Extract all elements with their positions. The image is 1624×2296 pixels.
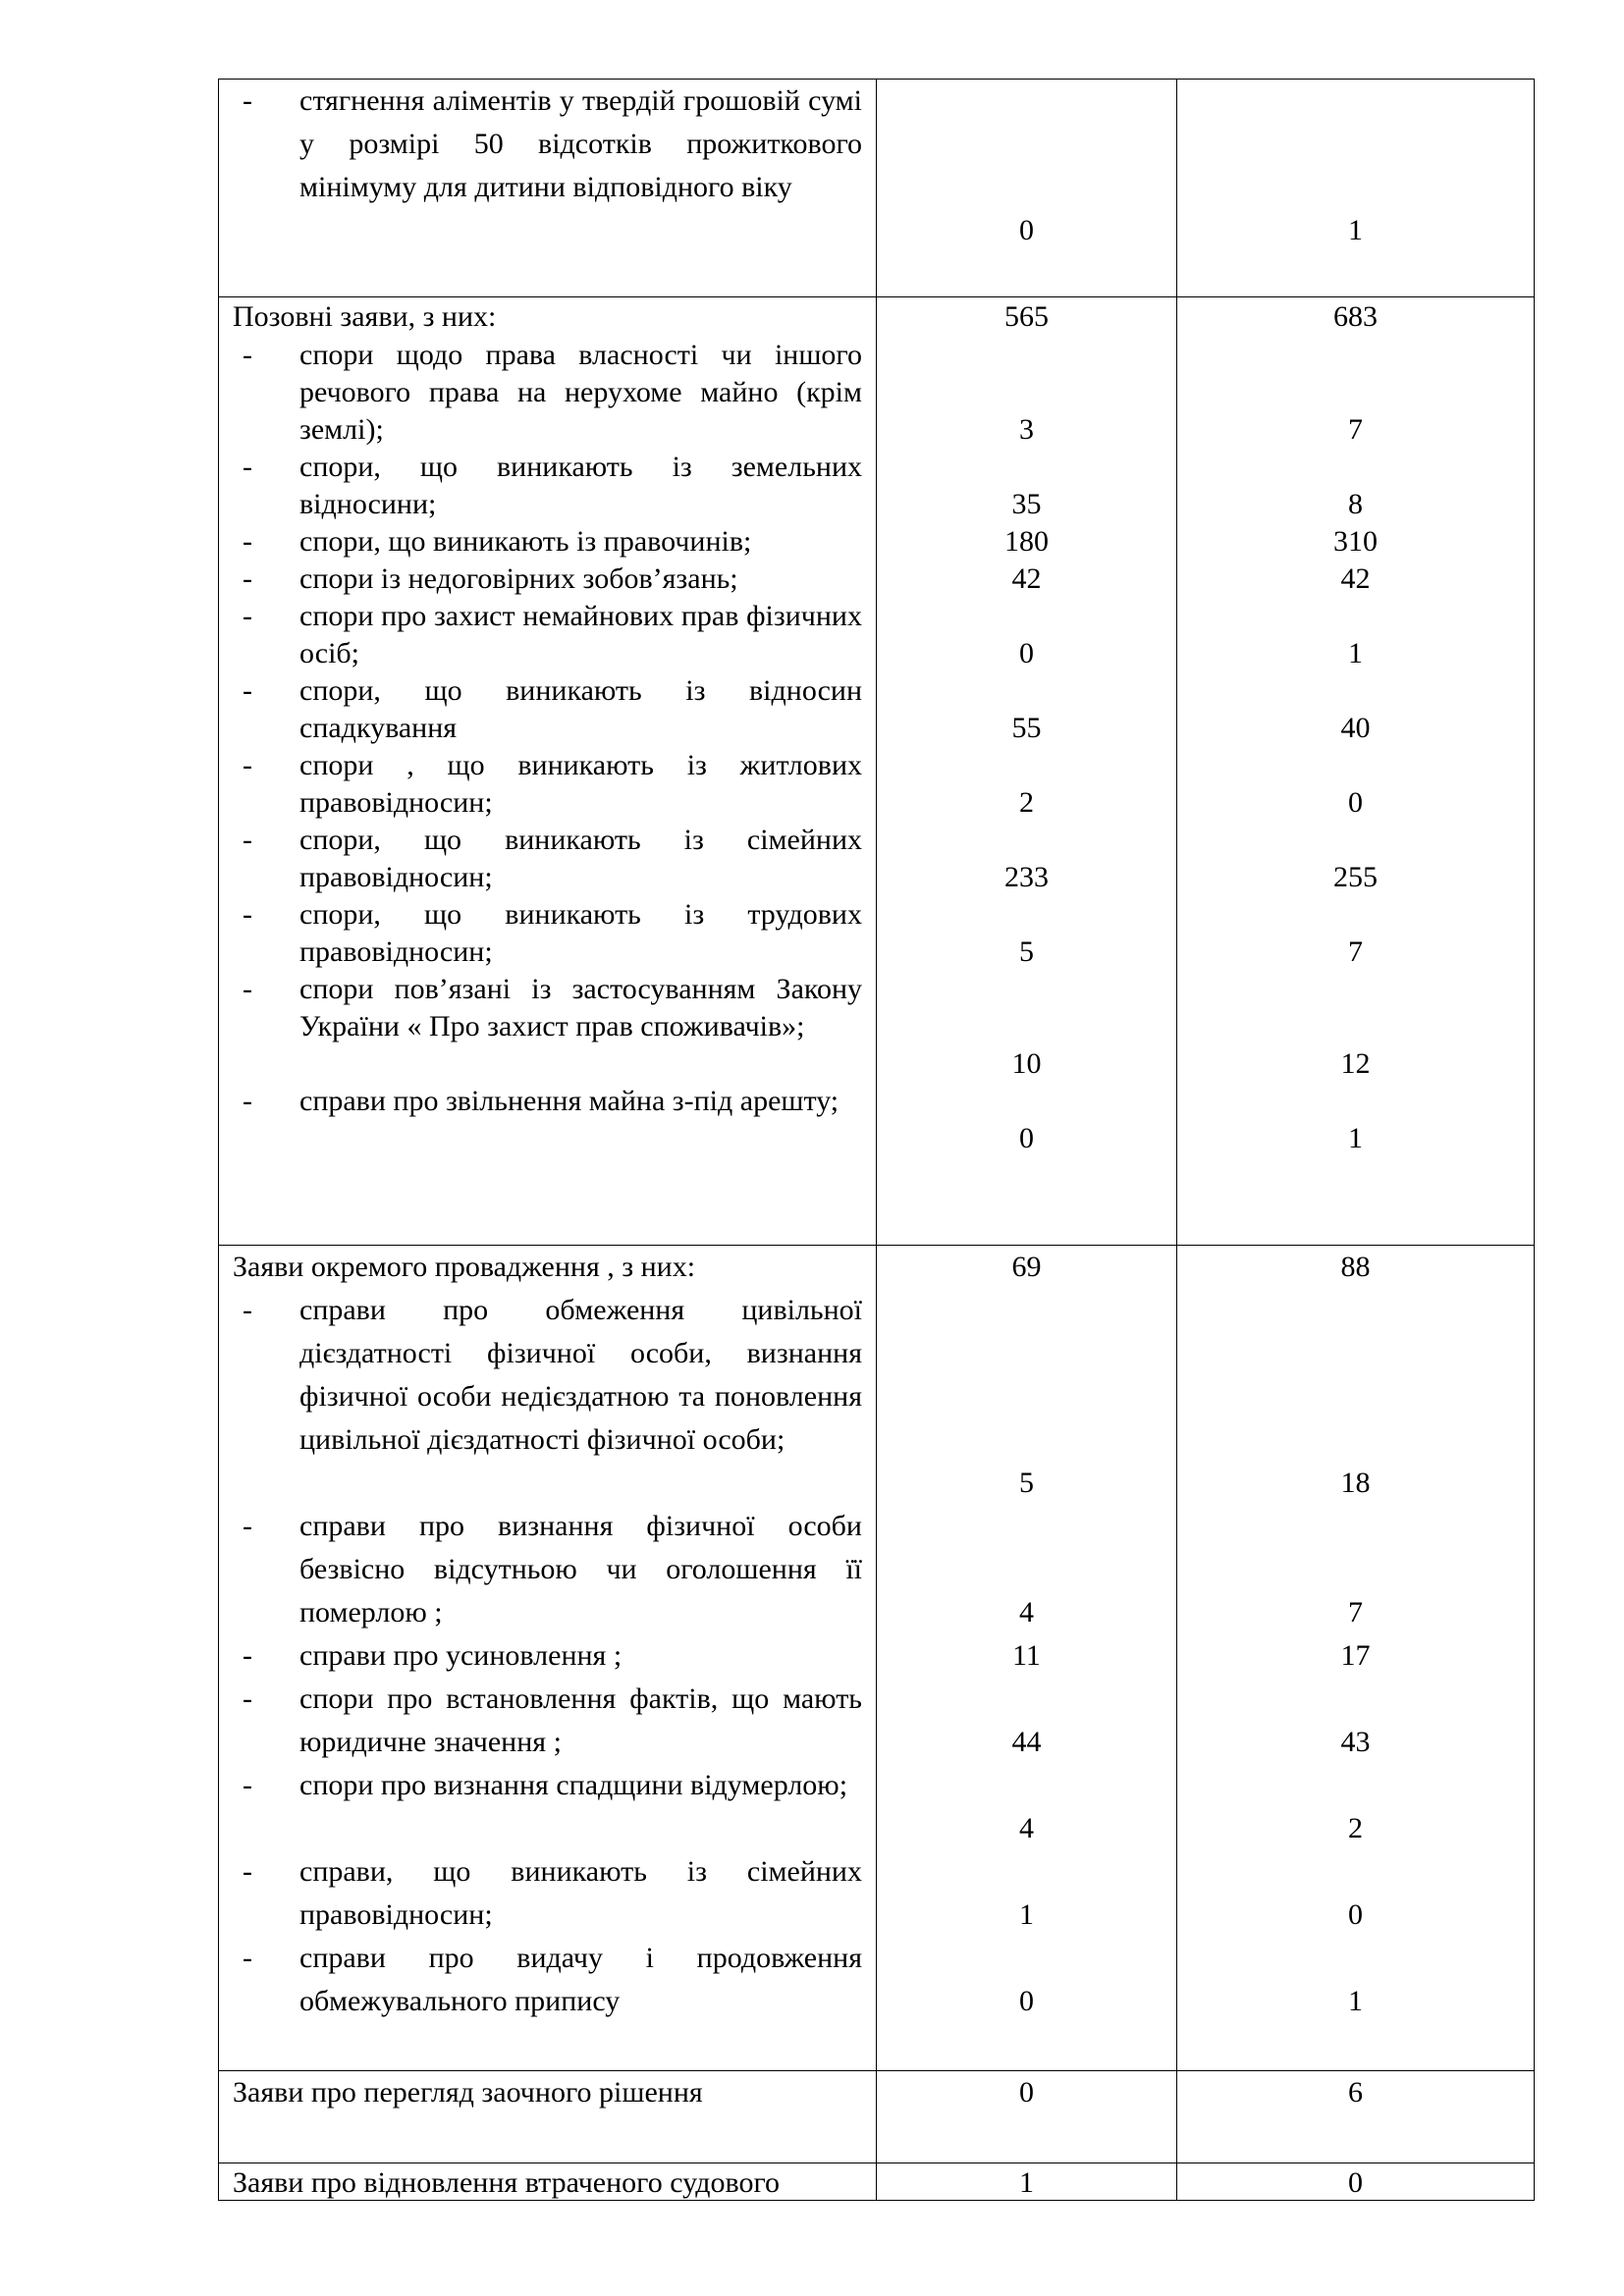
value-col3: 18 xyxy=(1340,1467,1371,1499)
value-col3: 1 xyxy=(1348,1985,1363,2017)
statistics-table xyxy=(218,79,1535,2201)
list-item-text: спори, що виникають із трудових правовідносин; xyxy=(299,898,862,968)
list-item xyxy=(219,1850,876,1937)
value-col3: 7 xyxy=(1348,935,1363,968)
value-col3: 40 xyxy=(1340,712,1371,744)
value-col2: 4 xyxy=(1019,1596,1034,1629)
value-col2: 233 xyxy=(1004,861,1049,893)
table-row xyxy=(219,80,1535,297)
value-col2: 0 xyxy=(1019,1122,1034,1154)
list-item-text: справи про визнання фізичної особи безвісно відсутньою чи оголошення її померлою ; xyxy=(299,1510,862,1629)
list-dash: - xyxy=(243,562,252,595)
list-item-text: спори про визнання спадщини відумерлою; xyxy=(299,1769,848,1801)
row-label-cell xyxy=(219,1246,877,2071)
list-dash: - xyxy=(243,1639,252,1672)
value-col2: 5 xyxy=(1019,935,1034,968)
list-item xyxy=(219,672,876,747)
list-item xyxy=(219,1505,876,1634)
value-cell-col2: 69 5 4 11 44 4 1 0 xyxy=(877,1246,1177,2071)
list-item xyxy=(219,822,876,896)
table-row xyxy=(219,2163,1535,2201)
list-item xyxy=(219,1678,876,1764)
value-col3: 8 xyxy=(1348,488,1363,520)
list-dash: - xyxy=(243,1769,252,1801)
value-col2: 3 xyxy=(1019,413,1034,446)
value-cell-col2: 0 xyxy=(877,80,1177,297)
value-col3: 310 xyxy=(1333,525,1378,558)
list-item-text: спори із недоговірних зобов’язань; xyxy=(299,562,738,595)
value-col2: 0 xyxy=(1019,1985,1034,2017)
value-col2: 11 xyxy=(1012,1639,1041,1672)
value-col3: 7 xyxy=(1348,1596,1363,1629)
list-item-text: спори, що виникають із сімейних правовідносин; xyxy=(299,824,862,893)
table-row xyxy=(219,297,1535,1246)
list-item-text: спори, що виникають із відносин спадкування xyxy=(299,674,862,744)
list-dash: - xyxy=(243,898,252,931)
value-col2: 35 xyxy=(1011,488,1042,520)
value-cell-col2: 565 3 35 180 42 0 55 2 233 5 10 0 xyxy=(877,297,1177,1246)
value-col3: 2 xyxy=(1348,1812,1363,1844)
value-col3: 17 xyxy=(1340,1639,1371,1672)
list-item-text: спори пов’язані із застосуванням Закону України « Про захист прав споживачів»; xyxy=(299,973,862,1042)
value-col3: 7 xyxy=(1348,413,1363,446)
value-col2: 5 xyxy=(1019,1467,1034,1499)
list-dash: - xyxy=(243,1294,252,1326)
row-label-cell xyxy=(219,80,877,297)
list-item xyxy=(219,971,876,1083)
list-item-text: спори про встановлення фактів, що мають юридичне значення ; xyxy=(299,1682,862,1758)
value-col2: 2 xyxy=(1019,786,1034,819)
value-cell-col2: 1 xyxy=(877,2163,1177,2201)
list-item xyxy=(219,449,876,523)
value-col3: 1 xyxy=(1348,637,1363,669)
value-col3: 0 xyxy=(1348,1898,1363,1931)
value-cell-col3: 88 18 7 17 43 2 0 1 xyxy=(1177,1246,1535,2071)
list-item-text: спори , що виникають із житлових правовідносин; xyxy=(299,749,862,819)
value-col2: 0 xyxy=(1019,637,1034,669)
list-item-text: справи, що виникають із сімейних правовідносин; xyxy=(299,1855,862,1931)
row-label-cell: Заяви про перегляд заочного рішення xyxy=(219,2071,877,2163)
value-cell-col3: 6 xyxy=(1177,2071,1535,2163)
value-cell-col3: 0 xyxy=(1177,2163,1535,2201)
list-item-text: справи про звільнення майна з-під арешту; xyxy=(299,1085,839,1117)
value-col3: 0 xyxy=(1348,786,1363,819)
table-row xyxy=(219,1246,1535,2071)
section-header: Заяви окремого провадження , з них: xyxy=(233,1251,696,1283)
list-dash: - xyxy=(243,339,252,371)
table-row xyxy=(219,2071,1535,2163)
value-cell-col2: 0 xyxy=(877,2071,1177,2163)
list-item xyxy=(219,561,876,598)
value-col2: 44 xyxy=(1011,1726,1042,1758)
list-item xyxy=(219,337,876,449)
list-item xyxy=(219,598,876,672)
value-col2: 180 xyxy=(1004,525,1049,558)
value-col3: 12 xyxy=(1340,1047,1371,1080)
list-dash: - xyxy=(243,600,252,632)
list-item-text: спори щодо права власності чи іншого речового права на нерухоме майно (крім землі); xyxy=(299,339,862,446)
list-dash: - xyxy=(243,1682,252,1715)
list-item xyxy=(219,523,876,561)
list-item-text: справи про усиновлення ; xyxy=(299,1639,623,1672)
list-dash: - xyxy=(243,451,252,483)
list-dash: - xyxy=(243,1855,252,1888)
list-dash: - xyxy=(243,525,252,558)
section-header: Позовні заяви, з них: xyxy=(233,300,497,333)
list-item xyxy=(219,1634,876,1678)
list-dash: - xyxy=(243,1085,252,1117)
row-label-cell xyxy=(219,297,877,1246)
value-col3: 255 xyxy=(1333,861,1378,893)
value-col2: 4 xyxy=(1019,1812,1034,1844)
value-col3: 43 xyxy=(1340,1726,1371,1758)
list-dash: - xyxy=(243,1510,252,1542)
value-col2: 55 xyxy=(1011,712,1042,744)
value-col2: 1 xyxy=(1019,1898,1034,1931)
list-dash: - xyxy=(243,973,252,1005)
list-dash: - xyxy=(243,824,252,856)
list-dash: - xyxy=(243,1942,252,1974)
value-col3: 1 xyxy=(1348,1122,1363,1154)
list-item-text: спори, що виникають із правочинів; xyxy=(299,525,752,558)
list-item xyxy=(219,896,876,971)
row-label-cell: Заяви про відновлення втраченого судового xyxy=(219,2163,877,2201)
list-item-text: справи про обмеження цивільної дієздатності фізичної особи, визнання фізичної особи недієздатною та поновлення цивільної дієздатності фізичної особи; xyxy=(299,1294,862,1456)
list-item-text: стягнення аліментів у твердій грошовій сумі у розмірі 50 відсотків прожиткового мінімуму для дитини відповідного віку xyxy=(299,84,862,203)
value-col2: 42 xyxy=(1011,562,1042,595)
list-item-text: спори, що виникають із земельних відносини; xyxy=(299,451,862,520)
value-cell-col3: 683 7 8 310 42 1 40 0 255 7 12 1 xyxy=(1177,297,1535,1246)
value-cell-col3: 1 xyxy=(1177,80,1535,297)
list-item xyxy=(219,747,876,822)
list-item-text: спори про захист немайнових прав фізичних осіб; xyxy=(299,600,862,669)
list-item-text: справи про видачу і продовження обмежувального припису xyxy=(299,1942,862,2017)
list-item xyxy=(219,1083,876,1157)
list-dash: - xyxy=(243,674,252,707)
list-item xyxy=(219,1937,876,2023)
list-item xyxy=(219,1764,876,1850)
list-dash: - xyxy=(243,749,252,781)
list-item xyxy=(219,1289,876,1505)
value-col2: 10 xyxy=(1011,1047,1042,1080)
value-col3: 42 xyxy=(1340,562,1371,595)
list-dash: - xyxy=(243,84,252,117)
